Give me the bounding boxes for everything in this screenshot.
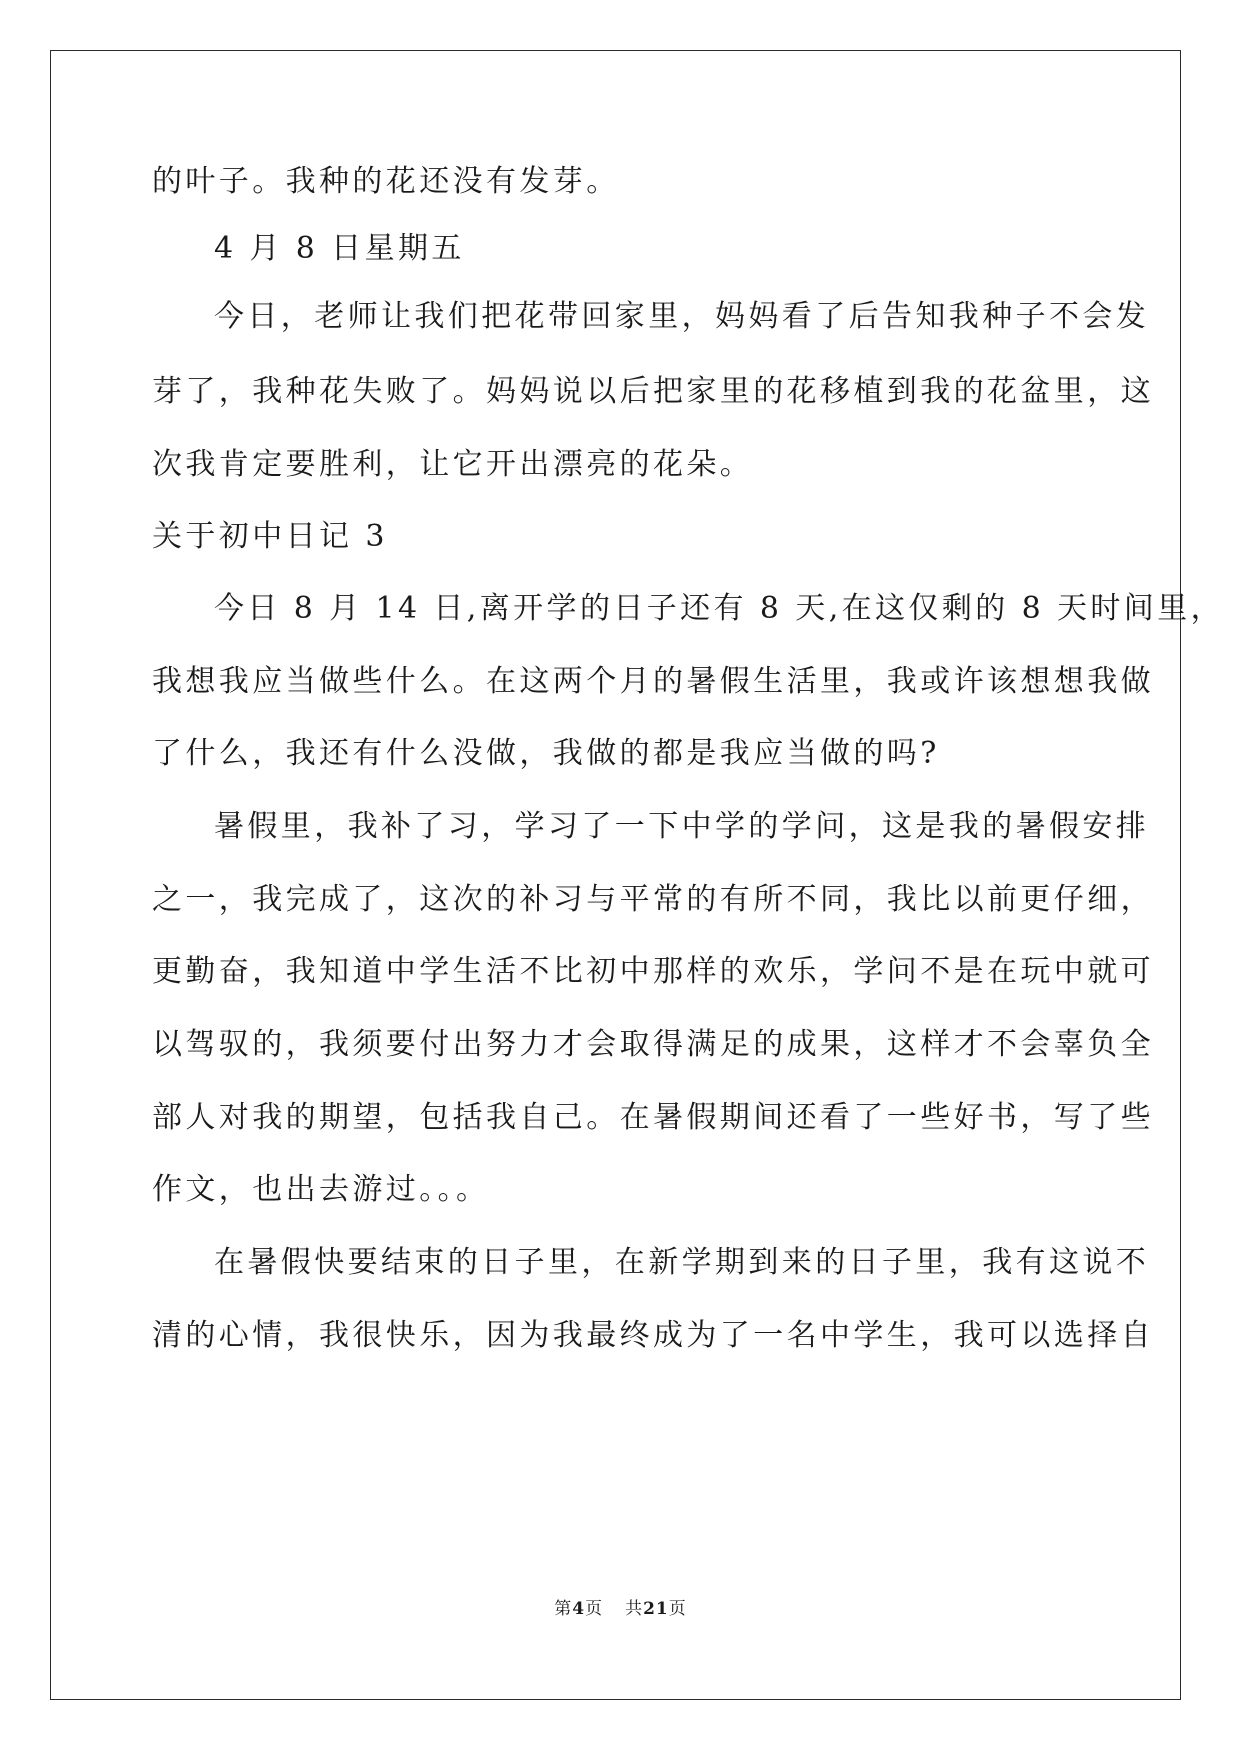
total-pages: 21 (643, 1599, 669, 1619)
text-line: 芽了，我种花失败了。妈妈说以后把家里的花移植到我的花盆里，这 (152, 374, 1154, 409)
text-line: 了什么，我还有什么没做，我做的都是我应当做的吗? (152, 736, 940, 771)
page-footer (0, 1597, 1241, 1621)
total-prefix: 共 (625, 1599, 644, 1619)
page-prefix: 第 (554, 1599, 573, 1619)
paragraph-line: 今日，老师让我们把花带回家里，妈妈看了后告知我种子不会发 (214, 299, 1150, 334)
text-line: 之一，我完成了，这次的补习与平常的有所不同，我比以前更仔细， (152, 882, 1154, 917)
paragraph-line: 今日 8 月 14 日,离开学的日子还有 8 天,在这仅剩的 8 天时间里， (214, 591, 1224, 626)
paragraph-line: 在暑假快要结束的日子里，在新学期到来的日子里，我有这说不 (214, 1245, 1150, 1280)
text-line: 清的心情，我很快乐，因为我最终成为了一名中学生，我可以选择自 (152, 1318, 1154, 1353)
page-number: 4 (572, 1599, 586, 1619)
total-suffix: 页 (668, 1599, 687, 1619)
text-line: 我想我应当做些什么。在这两个月的暑假生活里，我或许该想想我做 (152, 664, 1154, 699)
text-line: 更勤奋，我知道中学生活不比初中那样的欢乐，学问不是在玩中就可 (152, 954, 1154, 989)
text-line: 次我肯定要胜利，让它开出漂亮的花朵。 (152, 447, 754, 482)
diary-date-heading: 4 月 8 日星期五 (214, 231, 465, 266)
text-line: 作文，也出去游过。。。 (152, 1172, 490, 1207)
paragraph-line: 暑假里，我补了习，学习了一下中学的学问，这是我的暑假安排 (214, 809, 1150, 844)
section-heading: 关于初中日记 3 (152, 519, 388, 554)
text-line: 部人对我的期望，包括我自己。在暑假期间还看了一些好书，写了些 (152, 1100, 1154, 1135)
page-suffix: 页 (585, 1599, 604, 1619)
text-line: 的叶子。我种的花还没有发芽。 (152, 164, 620, 199)
text-line: 以驾驭的，我须要付出努力才会取得满足的成果，这样才不会辜负全 (152, 1027, 1154, 1062)
